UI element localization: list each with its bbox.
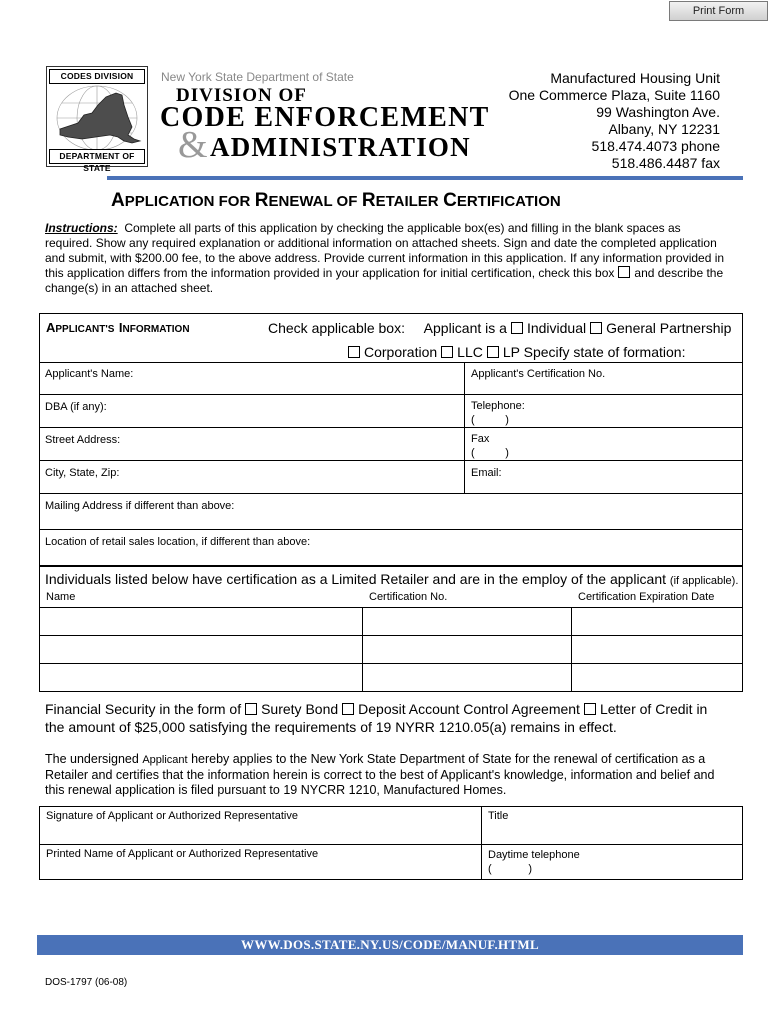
retailer-row-3-cert[interactable] [363, 664, 570, 691]
city-state-zip-field[interactable]: City, State, Zip: [39, 461, 465, 494]
title-field[interactable]: Title [488, 810, 509, 822]
instructions-block: Instructions: Complete all parts of this application by checking the applicable box(es) and filling in the blank spaces as required. Show any required explanation or additional information on attached sheets. Sign and date the completed application and submit, with $200.00 fee, to the above address. Provide current information in this application. If any information provided in this application differs from the information provided in your application for initial certification, check this box and describe the change(s) in an attached sheet. [45, 221, 725, 295]
retailer-row-1-cert[interactable] [363, 608, 570, 634]
instructions-label: Instructions: [45, 221, 118, 235]
corporation-checkbox[interactable] [348, 346, 360, 358]
signature-field[interactable]: Signature of Applicant or Authorized Representative [46, 810, 298, 822]
fax-field[interactable]: Fax ( ) [465, 428, 743, 461]
address-city: Albany, NY 12231 [608, 121, 720, 137]
address-street1: One Commerce Plaza, Suite 1160 [508, 87, 720, 103]
entity-type-row: Corporation LLC LP Specify state of formation: [344, 344, 685, 360]
retailer-row-2-expiration[interactable] [572, 636, 742, 662]
seal-bottom-band: DEPARTMENT OF STATE [49, 149, 145, 164]
new-york-map-icon [48, 83, 146, 153]
printed-name-field[interactable]: Printed Name of Applicant or Authorized Representative [46, 848, 319, 860]
daytime-telephone-field[interactable]: Daytime telephone ( ) [488, 849, 580, 875]
individual-checkbox[interactable] [511, 322, 523, 334]
applicant-cert-no-field[interactable]: Applicant's Certification No. [465, 362, 743, 395]
applicant-info-heading: APPLICANT'S INFORMATION [46, 320, 190, 335]
header-divider [107, 176, 743, 180]
mailing-address-field[interactable]: Mailing Address if different than above: [39, 494, 743, 530]
applicant-type-row: Check applicable box: Applicant is a Individual General Partnership [268, 320, 732, 336]
ampersand-logo: & [178, 124, 208, 166]
address-block [509, 70, 720, 172]
lp-checkbox[interactable] [487, 346, 499, 358]
seal-top-band: CODES DIVISION [49, 69, 145, 84]
address-phone: 518.474.4073 phone [591, 138, 720, 154]
deposit-account-checkbox[interactable] [342, 703, 354, 715]
retailer-row-2-name[interactable] [40, 636, 361, 662]
dba-field[interactable]: DBA (if any): [39, 395, 465, 428]
administration-heading: ADMINISTRATION [210, 132, 471, 162]
form-title: APPLICATION FOR RENEWAL OF RETAILER CERTIFICATION [111, 190, 561, 211]
code-enforcement-heading: CODE ENFORCEMENT [160, 102, 490, 133]
letter-of-credit-checkbox[interactable] [584, 703, 596, 715]
financial-security-block: Financial Security in the form of Surety Bond Deposit Account Control Agreement Letter of Credit in the amount of $25,000 satisfying the requirements of 19 NYRR 1210.05(a) remains in effect. [45, 701, 708, 735]
retail-location-field[interactable]: Location of retail sales location, if different than above: [39, 530, 743, 566]
llc-checkbox[interactable] [441, 346, 453, 358]
email-field[interactable]: Email: [465, 461, 743, 494]
changes-checkbox[interactable] [618, 266, 630, 278]
website-banner: WWW.DOS.STATE.NY.US/CODE/MANUF.HTML [37, 935, 743, 955]
address-street2: 99 Washington Ave. [596, 104, 720, 120]
form-number: DOS-1797 (06-08) [45, 977, 128, 988]
retailer-row-3-name[interactable] [40, 664, 361, 691]
column-header-cert-no: Certification No. [369, 591, 448, 603]
telephone-field[interactable]: Telephone: ( ) [465, 395, 743, 428]
retailer-row-3-expiration[interactable] [572, 664, 742, 691]
column-header-expiration: Certification Expiration Date [578, 591, 715, 603]
retailer-row-2-cert[interactable] [363, 636, 570, 662]
address-fax: 518.486.4487 fax [611, 155, 720, 171]
retailer-row-1-name[interactable] [40, 608, 361, 634]
street-address-field[interactable]: Street Address: [39, 428, 465, 461]
retailer-row-1-expiration[interactable] [572, 608, 742, 634]
general-partnership-checkbox[interactable] [590, 322, 602, 334]
applicant-name-field[interactable]: Applicant's Name: [39, 362, 465, 395]
codes-division-seal [46, 66, 148, 173]
print-form-button[interactable]: Print Form [669, 1, 768, 21]
limited-retailer-heading: Individuals listed below have certification as a Limited Retailer and are in the employ of the applicant (if applicable). [45, 571, 739, 587]
address-unit: Manufactured Housing Unit [550, 70, 720, 86]
department-name: New York State Department of State [161, 70, 354, 84]
division-of-heading: DIVISION OF [176, 85, 307, 106]
column-header-name: Name [46, 591, 76, 603]
certification-statement: The undersigned Applicant hereby applies to the New York State Department of State for the renewal of certification as a Retailer and certifies that the information herein is correct to the best of Applicant's knowledge, information and belief and this renewal application is filed pursuant to 19 NYCRR 1210, Manufactured Homes. [45, 752, 715, 797]
surety-bond-checkbox[interactable] [245, 703, 257, 715]
